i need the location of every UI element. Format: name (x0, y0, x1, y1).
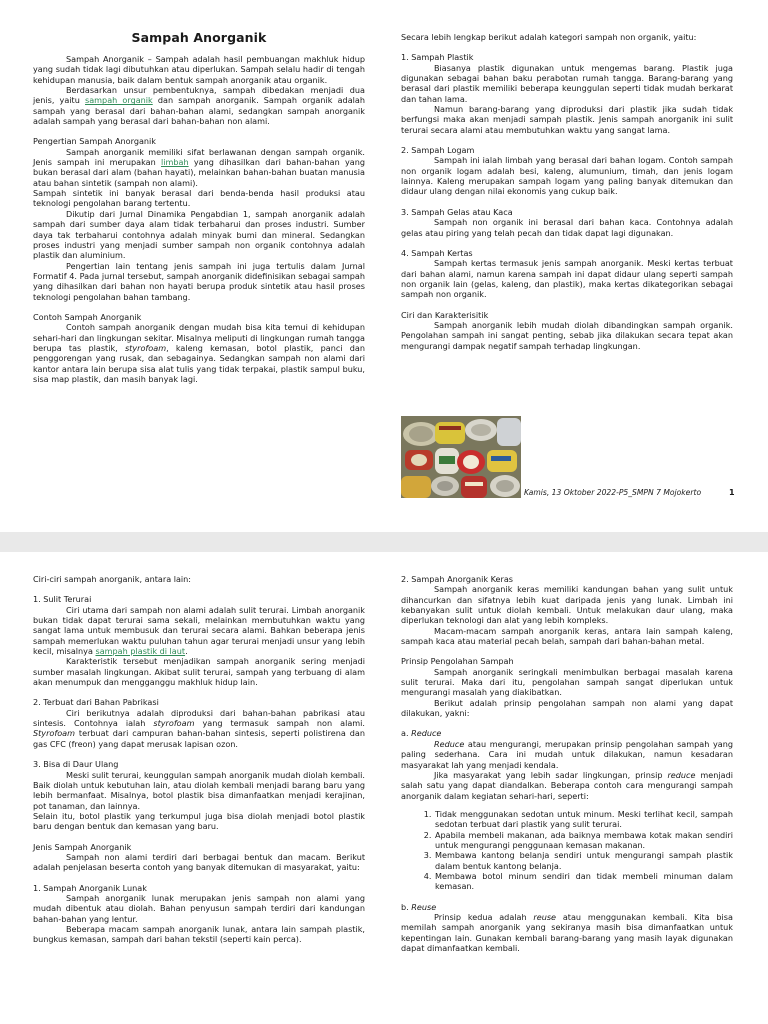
paragraph: Ciri berikutnya adalah diproduksi dari bahan-bahan pabrikasi atau sintesis. Contohnya ialah styrofoam yang termasuk sampah non alami. Styrofoam terbuat dari campuran bahan-bahan sintesis, seperti polistirena dan gas CFC (freon) yang dapat merusak lapisan ozon. (33, 707, 365, 749)
section-heading: Contoh Sampah Anorganik (33, 311, 142, 322)
paragraph: Sampah anorganik seringkali menimbulkan berbagai masalah karena sulit terurai. Maka dari itu, pengolahan sampah sangat diperlukan untuk mengurangi masalah yang diakibatkan. (401, 666, 733, 698)
paragraph: Karakteristik tersebut menjadikan sampah anorganik sering menjadi sumber masalah lingkungan. Akibat sulit terurai, sampah yang terbuang di alam akan menumpuk dan mengganggu makhluk hidup lain. (33, 656, 365, 688)
reduce-list (401, 809, 733, 892)
section-heading: 3. Bisa di Daur Ulang (33, 759, 119, 770)
paragraph: Sampah anorganik memiliki sifat berlawanan dengan sampah organik. Jenis sampah ini merupakan limbah yang dihasilkan dari bahan-bahan yang bukan berasal dari alam (bahan hayati), melainkan bahan-bahan buatan manusia atau bahan sintetik (sampah non alami). (33, 146, 365, 188)
paragraph: Beberapa macam sampah anorganik lunak, antara lain sampah plastik, bungkus kemasan, sampah dari bahan tekstil (seperti kain perca). (33, 923, 365, 945)
list-item: 1. Tidak menggunakan sedotan untuk minum. Meski terlihat kecil, sampah sedotan terbuat dari plastik yang sulit terurai. (434, 809, 733, 830)
paragraph: Reduce atau mengurangi, merupakan prinsip pengolahan sampah yang paling sederhana. Cara ini mudah untuk dilakukan, namun kesadaran masyarakat lah yang menjadi kendala. (401, 738, 733, 770)
paragraph: Berdasarkan unsur pembentuknya, sampah dibedakan menjadi dua jenis, yaitu sampah organik dan sampah anorganik. Sampah organik adalah sampah yang berasal dari bahan-bahan alami, sedangkan sampah anorganik adalah sampah yang berasal dari bahan-bahan non alami. (33, 85, 365, 127)
section-heading: 2. Sampah Anorganik Keras (401, 574, 514, 584)
paragraph: Jika masyarakat yang lebih sadar lingkungan, prinsip reduce menjadi salah satu yang dapat diandalkan. Beberapa contoh cara mengurangi sampah anorganik dalam kegiatan sehari-hari, seperti: (401, 769, 733, 801)
paragraph: Contoh sampah anorganik dengan mudah bisa kita temui di kehidupan sehari-hari dan lingkungan sekitar. Misalnya meliputi di lingkungan rumah tangga berupa tas plastik, styrofoam, kaleng kemasan, botol plastik, panci dan penggorengan yang rusak, dan sebagainya. Sedangkan sampah non alami dari kantor antara lain berupa sisa alat tulis yang tidak terpakai, plastik sampul buku, sisa map plastik, dan masih banyak lagi. (33, 322, 365, 384)
paragraph: Sampah anorganik lebih mudah diolah dibandingkan sampah organik. Pengolahan sampah ini sangat penting, sebab jika dilakukan secara tepat akan mengurangi dampak negatif sampah terhadap lingkungan. (401, 319, 733, 351)
paragraph: Sampah sintetik ini banyak berasal dari benda-benda hasil produksi atau teknologi pengolahan barang tertentu. (33, 188, 365, 209)
section-heading: 2. Sampah Logam (401, 145, 475, 156)
paragraph: Ciri utama dari sampah non alami adalah sulit terurai. Limbah anorganik bukan tidak dapat terurai sama sekali, melainkan membutuhkan waktu yang sangat lama untuk membusuk dan terurai secara alami. Bahkan beberapa jenis sampah memerlukan waktu puluhan tahun agar terurai menjadi unsur yang lebih kecil, misalnya sampah plastik di laut. (33, 604, 365, 657)
section-heading: Prinsip Pengolahan Sampah (401, 656, 514, 667)
paragraph: Sampah ini ialah limbah yang berasal dari bahan logam. Contoh sampah non organik logam adalah besi, kaleng, alumunium, timah, dan jenis logam lainnya. Kaleng merupakan sampah logam yang paling banyak ditemukan dan didaur ulang dengan nilai ekonomis yang cukup baik. (401, 155, 733, 197)
page2-right-column (401, 574, 733, 953)
paragraph: Sampah Anorganik – Sampah adalah hasil pembuangan makhluk hidup yang sudah tidak lagi dibutuhkan atau diperlukan. Sampah selalu hadir di tengah kehidupan manusia, baik dalam bentuk sampah anorganik atau organik. (33, 54, 365, 85)
paragraph: Pengertian lain tentang jenis sampah ini juga tertulis dalam Jurnal Formatif 4. Pada jurnal tersebut, sampah anorganik didefinisikan sebagai sampah yang dihasilkan dari bahan non hayati berupa produk sintetik atau hasil proses teknologi pengolahan bahan tambang. (33, 260, 365, 302)
document-title: Sampah Anorganik (131, 30, 267, 45)
page1-right-column (401, 32, 733, 351)
list-item: 3. Membawa kantong belanja sendiri untuk mengurangi sampah plastik dalam bentuk kantong belanja. (434, 850, 733, 871)
section-heading-reduce: a. Reduce (401, 728, 442, 739)
link-limbah[interactable]: limbah (160, 157, 189, 168)
section-heading: 2. Terbuat dari Bahan Pabrikasi (33, 697, 159, 708)
section-heading: 1. Sulit Terurai (33, 594, 92, 605)
cans-photo (401, 416, 521, 498)
paragraph: Sampah non organik ini berasal dari bahan kaca. Contohnya adalah gelas atau piring yang telah pecah dan tidak dapat lagi digunakan. (401, 217, 733, 238)
paragraph: Secara lebih lengkap berikut adalah kategori sampah non organik, yaitu: (401, 32, 697, 42)
section-heading: 1. Sampah Anorganik Lunak (33, 882, 147, 893)
link-sampah-organik[interactable]: sampah organik (85, 95, 153, 106)
paragraph: Sampah kertas termasuk jenis sampah anorganik. Meski kertas terbuat dari bahan alami, namun karena sampah ini dapat didaur ulang seperti sampah non organik lain (gelas, kaleng, dan plastik), maka kertas dikategorikan sebagai sampah non organik. (401, 258, 733, 300)
paragraph: Ciri-ciri sampah anorganik, antara lain: (33, 574, 192, 584)
paragraph: Selain itu, botol plastik yang terkumpul juga bisa diolah menjadi botol plastik baru dengan bentuk dan kemasan yang baru. (33, 810, 365, 832)
page-footer: Kamis, 13 Oktober 2022-P5_SMPN 7 Mojokerto (524, 488, 702, 497)
page-number: 1 (729, 488, 735, 497)
paragraph: Namun barang-barang yang diproduksi dari plastik jika sudah tidak berfungsi maka akan menjadi sampah plastik. Jenis sampah anorganik ini sulit terurai secara alami atau membutuhkan waktu yang sangat lama. (401, 104, 733, 135)
paragraph: Prinsip kedua adalah reuse atau menggunakan kembali. Kita bisa memilah sampah anorganik yang sekiranya masih bisa dimanfaatkan untuk kepentingan lain. Gunakan kembali barang-barang yang masih layak digunakan dapat dimanfaatkan kembali. (401, 911, 733, 953)
paragraph: Sampah anorganik keras memiliki kandungan bahan yang sulit untuk dihancurkan dan sifatnya lebih kuat daripada jenis yang lunak. Limbah ini kebanyakan sulit untuk diolah kembali. Untuk melakukan daur ulang, maka diperlukan teknologi dan alat yang lebih kompleks. (401, 584, 733, 626)
document-page-2 (0, 552, 768, 1024)
section-heading: Ciri dan Karakterisitik (401, 309, 489, 320)
paragraph: Meski sulit terurai, keunggulan sampah anorganik mudah diolah kembali. Baik diolah untuk kebutuhan lain, atau diolah kembali menjadi barang baru yang lebih bermanfaat. Misalnya, botol plastik bisa dimanfaatkan menjadi kerajinan, pot tanaman, dan lainnya. (33, 769, 365, 811)
section-heading-reuse: b. Reuse (401, 901, 437, 912)
paragraph: Sampah non alami terdiri dari berbagai bentuk dan macam. Berikut adalah penjelasan beserta contoh yang banyak ditemukan di masyarakat, yaitu: (33, 851, 365, 873)
list-item: 2. Apabila membeli makanan, ada baiknya membawa kotak makan sendiri untuk mengurangi penggunaan kemasan makanan. (434, 830, 733, 851)
section-heading: 4. Sampah Kertas (401, 247, 473, 258)
paragraph: Sampah anorganik lunak merupakan jenis sampah non alami yang mudah dibentuk atau diolah. Bahan penyusun sampah terdiri dari kandungan bahan-bahan yang lentur. (33, 892, 365, 924)
link-sampah-plastik-di-laut[interactable]: sampah plastik di laut (95, 646, 186, 657)
page2-left-column (33, 574, 365, 945)
list-item: 4. Membawa botol minum sendiri dan tidak membeli minuman dalam kemasan. (434, 871, 733, 892)
section-heading: 1. Sampah Plastik (401, 52, 474, 63)
paragraph: Biasanya plastik digunakan untuk mengemas barang. Plastik juga digunakan sebagai bahan baku perabotan rumah tangga. Barang-barang yang berasal dari plastik memiliki beberapa keunggulan seperti tidak mudah berkarat dan tahan lama. (401, 62, 733, 104)
section-heading: Pengertian Sampah Anorganik (33, 136, 156, 147)
paragraph: Berikut adalah prinsip pengolahan sampah non alami yang dapat dilakukan, yakni: (401, 697, 733, 719)
paragraph: Macam-macam sampah anorganik keras, antara lain sampah kaleng, sampah kaca atau material pecah belah, sampah dari bahan-bahan metal. (401, 625, 733, 647)
paragraph: Dikutip dari Jurnal Dinamika Pengabdian 1, sampah anorganik adalah sampah dari sumber daya alam tidak terbaharui dan proses industri. Sumber daya tak terbaharui contohnya adalah minyak bumi dan mineral. Sedangkan proses industri yang menjadi sumber sampah non organik contohnya adalah plastik dan aluminium. (33, 208, 365, 261)
section-heading: 3. Sampah Gelas atau Kaca (401, 206, 513, 217)
page1-left-column (33, 30, 365, 384)
section-heading: Jenis Sampah Anorganik (33, 841, 132, 852)
